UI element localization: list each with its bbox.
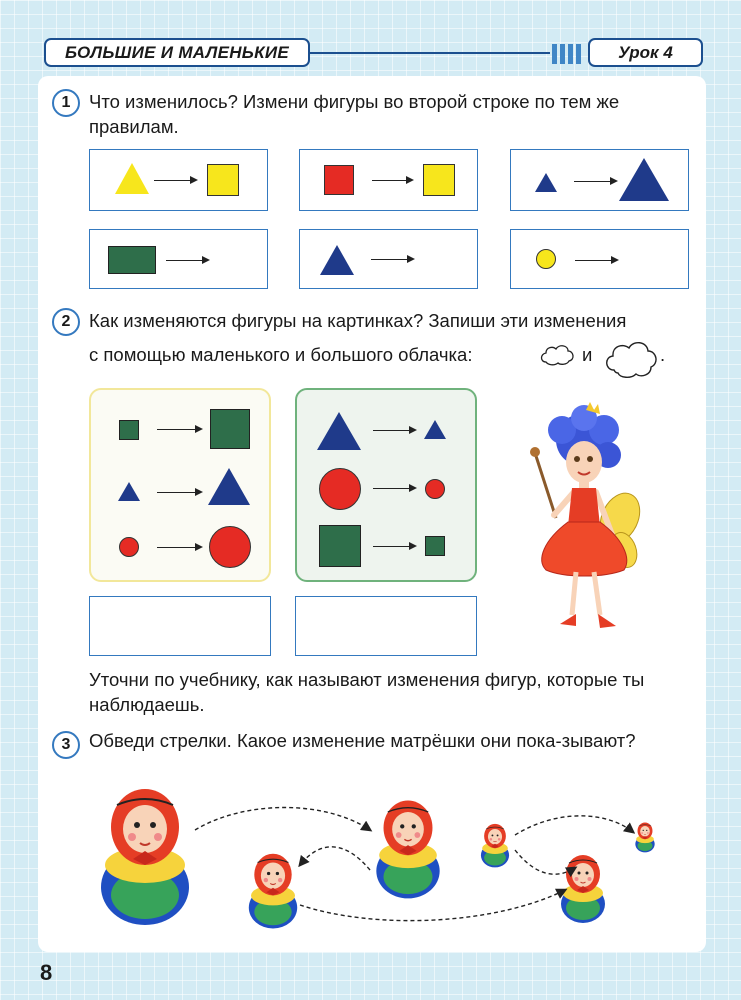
task-2-and-word: и	[582, 344, 593, 365]
small-green-square-icon	[119, 420, 139, 440]
small-cloud-icon	[538, 342, 576, 368]
small-green-square-icon	[425, 536, 445, 556]
task-1-answer-box-2[interactable]	[299, 229, 478, 289]
arrow-icon	[154, 180, 196, 181]
task-1-example-box-2	[299, 149, 478, 211]
arrow-icon	[157, 492, 201, 493]
task-2-period: .	[660, 344, 666, 365]
reduction-group-box	[295, 388, 477, 582]
arrow-icon	[575, 260, 617, 261]
task-3-text: Обведи стрелки. Какое изменение матрёшки они пока-зывают?	[89, 730, 636, 751]
small-navy-triangle-icon	[118, 482, 140, 501]
task-1-number: 1	[52, 89, 80, 117]
fairy-illustration	[524, 400, 654, 640]
big-navy-triangle-icon	[317, 412, 361, 450]
header-divider	[310, 52, 550, 54]
task-1-example-box-3	[510, 149, 689, 211]
big-green-square-icon	[319, 525, 361, 567]
big-cloud-icon	[602, 337, 660, 381]
arrow-icon	[157, 547, 201, 548]
arrow-icon	[373, 430, 415, 431]
lesson-number: Урок 4	[588, 38, 703, 67]
arrow-icon	[373, 488, 415, 489]
arrow-icon	[574, 181, 616, 182]
big-red-circle-icon	[319, 468, 361, 510]
small-navy-triangle-icon	[424, 420, 446, 439]
task-1-text: Что изменилось? Измени фигуры во второй строке по тем же правилам.	[89, 91, 620, 137]
big-navy-triangle-icon	[619, 158, 669, 201]
task-2-note: Уточни по учебнику, как называют изменения фигур, которые ты наблюдаешь.	[89, 669, 645, 715]
arrow-icon	[166, 260, 208, 261]
lesson-title: БОЛЬШИЕ И МАЛЕНЬКИЕ	[44, 38, 310, 67]
navy-triangle-icon	[320, 245, 354, 275]
arrow-icon	[373, 546, 415, 547]
task-1-answer-box-3[interactable]	[510, 229, 689, 289]
arrow-icon	[371, 259, 413, 260]
task-2-answer-box-2[interactable]	[295, 596, 477, 656]
task-1-answer-box-1[interactable]	[89, 229, 268, 289]
matryoshka-illustration	[95, 780, 665, 945]
task-2-text-line-1: Как изменяются фигуры на картинках? Запиши эти изменения	[89, 310, 627, 331]
small-navy-triangle-icon	[535, 173, 557, 192]
yellow-triangle-icon	[115, 163, 149, 194]
arrow-icon	[157, 429, 201, 430]
big-red-circle-icon	[209, 526, 251, 568]
big-green-square-icon	[210, 409, 250, 449]
arrow-icon	[372, 180, 412, 181]
task-2-text-line-2: с помощью маленького и большого облачка:	[89, 344, 473, 365]
header-bars-decoration	[552, 44, 581, 64]
task-3-number: 3	[52, 731, 80, 759]
green-rectangle-icon	[108, 246, 156, 274]
red-square-icon	[324, 165, 354, 195]
task-1-example-box-1	[89, 149, 268, 211]
enlargement-group-box	[89, 388, 271, 582]
task-2-number: 2	[52, 308, 80, 336]
yellow-square-icon	[423, 164, 455, 196]
page-number: 8	[40, 960, 53, 985]
small-red-circle-icon	[119, 537, 139, 557]
big-navy-triangle-icon	[208, 468, 250, 505]
yellow-circle-icon	[536, 249, 556, 269]
small-red-circle-icon	[425, 479, 445, 499]
task-2-answer-box-1[interactable]	[89, 596, 271, 656]
yellow-square-icon	[207, 164, 239, 196]
